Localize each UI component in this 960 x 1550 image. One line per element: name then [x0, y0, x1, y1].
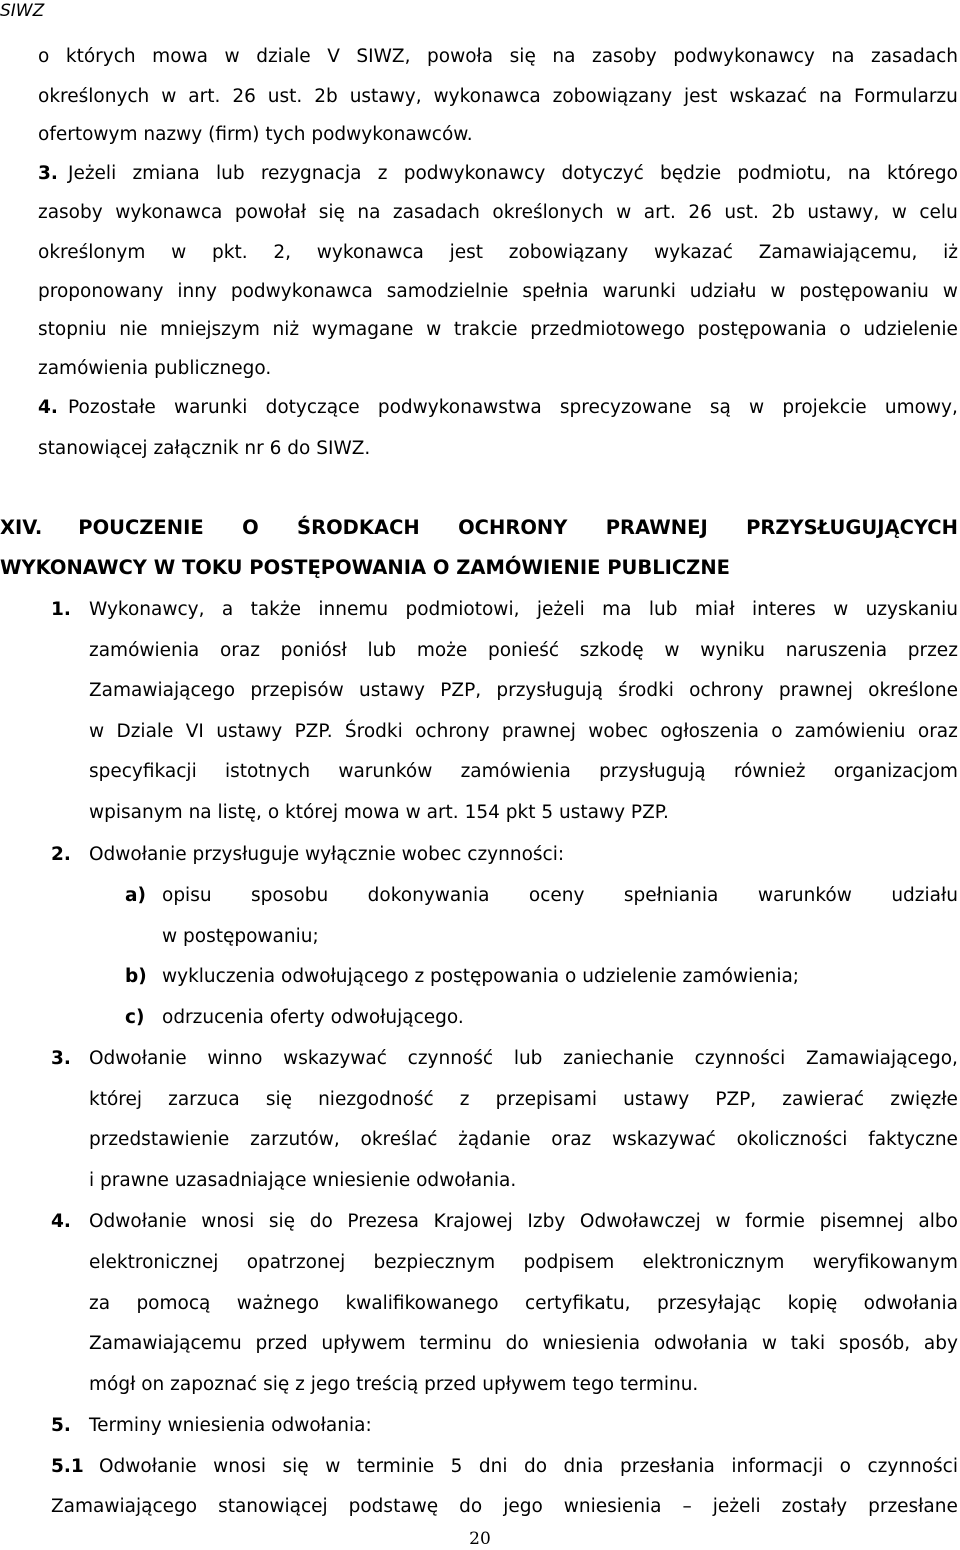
item-number: 5.: [51, 1415, 71, 1436]
text-line: Odwołanie winno wskazywać czynność lub zaniechanie czynności Zamawiającego,: [89, 1048, 958, 1069]
text-line: określonym w pkt. 2, wykonawca jest zobowiązany wykazać Zamawiającemu, iż: [38, 242, 958, 263]
text-line: Jeżeli zmiana lub rezygnacja z podwykonawcy dotyczyć będzie podmiotu, na którego: [68, 163, 958, 184]
text-line: Wykonawcy, a także innemu podmiotowi, jeżeli ma lub miał interes w uzyskaniu: [89, 599, 958, 620]
text-line: mógł on zapoznać się z jego treścią przed upływem tego terminu.: [89, 1374, 699, 1395]
section-number: XIV.: [0, 516, 43, 539]
text-line: za pomocą ważnego kwalifikowanego certyfikatu, przesyłając kopię odwołania: [89, 1293, 958, 1314]
text-line: Zamawiającego przepisów ustawy PZP, przysługują środki ochrony prawnej określone: [89, 680, 958, 701]
text-line: wpisanym na listę, o której mowa w art. 154 pkt 5 ustawy PZP.: [89, 802, 669, 823]
sub-item-letter: c): [125, 1007, 145, 1028]
text-line: Pozostałe warunki dotyczące podwykonawstwa sprecyzowane są w projekcie umowy,: [68, 397, 958, 418]
text-line: proponowany inny podwykonawca samodzielnie spełnia warunki udziału w postępowaniu w: [38, 281, 958, 302]
text-line: zamówienia publicznego.: [38, 358, 272, 379]
text-line: której zarzuca się niezgodność z przepisami ustawy PZP, zawierać zwięzłe: [89, 1089, 958, 1110]
item-number: 4.: [51, 1211, 71, 1232]
section-title-line: [0, 514, 958, 542]
page-number: 20: [469, 1529, 491, 1549]
text-line: stanowiącej załącznik nr 6 do SIWZ.: [38, 438, 371, 459]
sub-item-letter: b): [125, 966, 147, 987]
text-line: opisu sposobu dokonywania oceny spełniania warunków udziału: [162, 885, 958, 906]
section-title-line: WYKONAWCY W TOKU POSTĘPOWANIA O ZAMÓWIENIE PUBLICZNE: [0, 556, 730, 579]
text-line: Odwołanie wnosi się w terminie 5 dni do dnia przesłania informacji o czynności: [99, 1456, 958, 1477]
text-line: o których mowa w dziale V SIWZ, powoła się na zasoby podwykonawcy na zasadach: [38, 46, 958, 67]
text-line: Zamawiającego stanowiącej podstawę do jego wniesienia – jeżeli zostały przesłane: [51, 1496, 958, 1517]
item-number: 5.1: [51, 1456, 84, 1477]
text-line: Zamawiającemu przed upływem terminu do wniesienia odwołania w taki sposób, aby: [89, 1333, 958, 1354]
item-number: 2.: [51, 844, 71, 865]
text-line: Terminy wniesienia odwołania:: [89, 1415, 372, 1436]
text-line: przedstawienie zarzutów, określać żądanie oraz wskazywać okoliczności faktyczne: [89, 1129, 958, 1150]
section-title-part: POUCZENIE O ŚRODKACH OCHRONY PRAWNEJ PRZYSŁUGUJĄCYCH: [78, 516, 958, 539]
text-line: określonych w art. 26 ust. 2b ustawy, wykonawca zobowiązany jest wskazać na Formularzu: [38, 86, 958, 107]
text-line: zamówienia oraz poniósł lub może ponieść szkodę w wyniku naruszenia przez: [89, 640, 958, 661]
text-line: elektronicznej opatrzonej bezpiecznym podpisem elektronicznym weryfikowanym: [89, 1252, 958, 1273]
text-line: wykluczenia odwołującego z postępowania o udzielenie zamówienia;: [162, 966, 800, 987]
text-line: zasoby wykonawca powołał się na zasadach określonych w art. 26 ust. 2b ustawy, w celu: [38, 202, 958, 223]
document-header: SIWZ: [0, 1, 45, 21]
item-number: 3.: [38, 163, 58, 184]
text-line: Odwołanie przysługuje wyłącznie wobec czynności:: [89, 844, 565, 865]
text-line: Odwołanie wnosi się do Prezesa Krajowej Izby Odwoławczej w formie pisemnej albo: [89, 1211, 958, 1232]
item-number: 4.: [38, 397, 58, 418]
text-line: specyfikacji istotnych warunków zamówienia przysługują również organizacjom: [89, 761, 958, 782]
text-line: odrzucenia oferty odwołującego.: [162, 1007, 464, 1028]
text-line: w Dziale VI ustawy PZP. Środki ochrony prawnej wobec ogłoszenia o zamówieniu oraz: [89, 721, 958, 742]
text-line: w postępowaniu;: [162, 926, 319, 947]
item-number: 1.: [51, 599, 71, 620]
text-line: ofertowym nazwy (firm) tych podwykonawców.: [38, 124, 473, 145]
item-number: 3.: [51, 1048, 71, 1069]
text-line: i prawne uzasadniające wniesienie odwołania.: [89, 1170, 517, 1191]
text-line: stopniu nie mniejszym niż wymagane w trakcie przedmiotowego postępowania o udzielenie: [38, 319, 958, 340]
sub-item-letter: a): [125, 885, 146, 906]
